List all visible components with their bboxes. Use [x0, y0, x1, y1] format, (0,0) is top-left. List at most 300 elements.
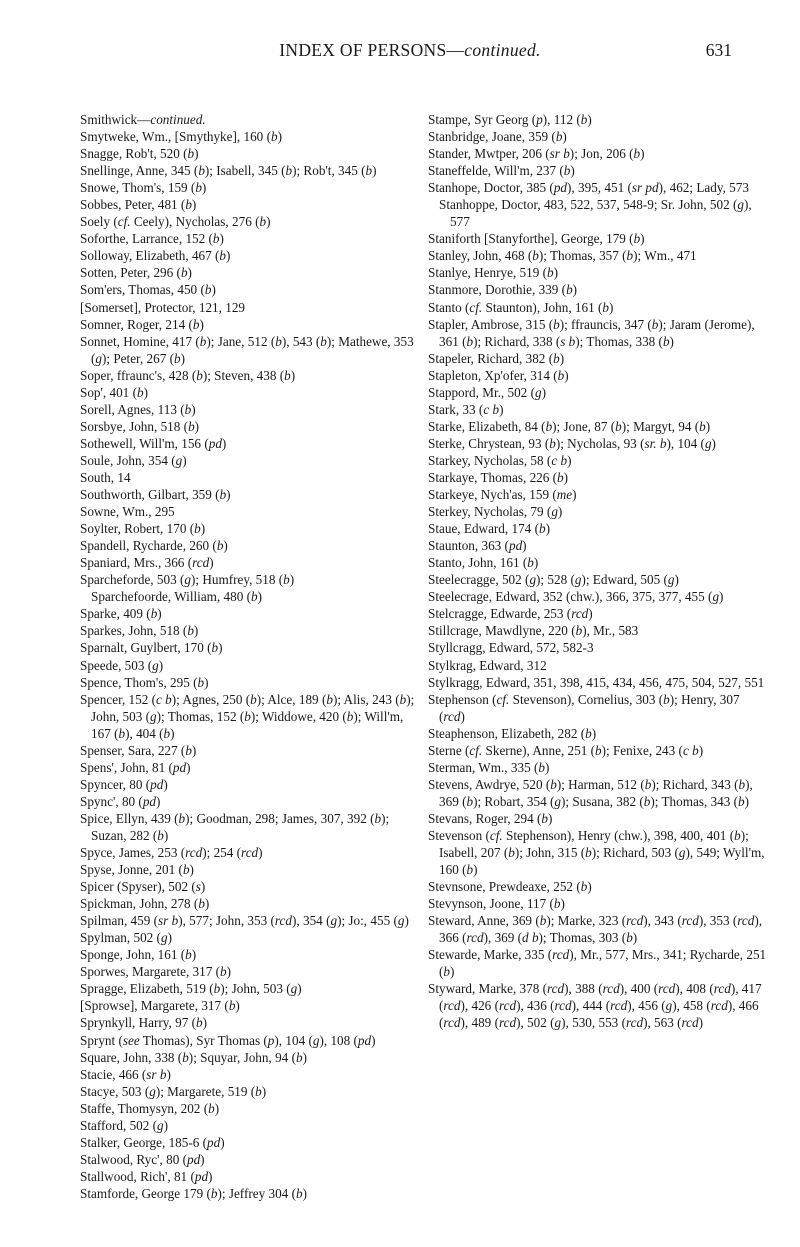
index-entry-italic: b [163, 725, 171, 741]
index-entry-text: ) [191, 947, 197, 963]
index-entry-text: Spenser, Sara, 227 ( [80, 742, 186, 758]
index-entry-italic: b [185, 947, 192, 963]
index-entry-italic: b [199, 333, 207, 349]
index-entry-text: [Sprowse], Margarete, 317 ( [80, 998, 229, 1014]
index-entry-text: Spragge, Elizabeth, 519 ( [80, 981, 214, 997]
index-entry-text: Sop', 401 ( [80, 384, 137, 400]
index-entry-text: ), 458 ( [672, 998, 711, 1014]
index-entry-italic: b [210, 1185, 218, 1201]
index-entry-text: ) [204, 896, 210, 912]
index-entry [80, 333, 418, 367]
index-entry [428, 759, 768, 776]
index-entry [428, 674, 768, 691]
index-entry-italic: g [534, 384, 542, 400]
index-entry-italic: b [662, 333, 670, 349]
index-entry-text: ) [180, 350, 185, 366]
index-entry-italic: b [365, 163, 373, 179]
index-entry-text: ); Jaram (Jerome), 361 ( [439, 316, 755, 349]
index-entry-text: ) [167, 930, 172, 946]
index-entry-text: Stanto, John, 161 ( [428, 555, 528, 571]
index-entry-text: ); Marke, 323 ( [546, 913, 627, 929]
index-entry-italic: b [285, 163, 293, 179]
index-entry [80, 929, 418, 946]
index-entry-text: ) [226, 964, 232, 980]
index-entry-text: ) [473, 862, 478, 878]
index-entry-italic: rcd [710, 998, 728, 1014]
index-entry-text: ); Will'm, 167 ( [91, 708, 404, 741]
index-entry-italic: g [397, 913, 405, 929]
index-entry-text: ); Thomas, 343 ( [650, 793, 739, 809]
index-entry [428, 912, 768, 946]
index-entry-text: Southworth, Gilbart, 359 ( [80, 487, 220, 503]
index-entry-italic: b [295, 1049, 303, 1065]
index-entry-italic: sr b [146, 1066, 167, 1082]
index-entry-italic: pd [186, 1151, 201, 1167]
index-entry-text: ) [553, 265, 559, 281]
index-entry-italic: g [667, 572, 675, 588]
index-entry [428, 452, 768, 469]
index-entry-italic: b [557, 469, 564, 485]
index-entry-italic: b [157, 827, 164, 843]
index-entry-text: Stephenson ( [428, 691, 497, 707]
index-entry-text: Skerne), Anne, 251 ( [482, 742, 596, 758]
index-entry-text: Sobbes, Peter, 481 ( [80, 197, 186, 213]
index-entry [80, 1083, 418, 1100]
index-entry-text: ), 549; Wyll'm, 160 ( [439, 845, 765, 878]
index-entry-italic: rcd [443, 708, 461, 724]
index-entry [428, 111, 768, 128]
index-entry-text: Stapleton, Xp'ofer, 314 ( [428, 367, 558, 383]
index-entry-italic: b [580, 112, 588, 127]
index-entry [80, 1100, 418, 1117]
index-entry [80, 452, 418, 469]
index-entry-text: ), 353 ( [698, 913, 738, 929]
index-entry-text: ); Margyt, 94 ( [621, 418, 700, 434]
index-entry-text: ); Henry, 307 ( [439, 691, 740, 724]
index-entry-italic: b [320, 333, 327, 349]
index-entry-italic: s [195, 879, 201, 895]
index-entry-text: ); Alis, 243 ( [332, 691, 400, 707]
index-entry [80, 520, 418, 537]
index-entry-text: Spync', 80 ( [80, 793, 143, 809]
index-entry-italic: rcd [498, 998, 517, 1014]
index-entry [428, 878, 768, 895]
index-entry [80, 111, 418, 128]
index-entry-text: ), 426 ( [460, 998, 499, 1014]
index-entry-italic: g [554, 1015, 562, 1031]
index-entry-text: Sponge, John, 161 ( [80, 947, 186, 963]
index-entry-text: Spyse, Jonne, 201 ( [80, 862, 183, 878]
index-entry [428, 946, 768, 980]
index-entry-text: Sothewell, Will'm, 156 ( [80, 435, 209, 451]
index-entry-text: Stanto ( [428, 299, 470, 315]
index-entry-italic: b [553, 896, 561, 912]
index-entry-italic: b [295, 1185, 303, 1201]
index-entry-italic: b [466, 333, 474, 349]
index-entry [428, 230, 768, 247]
index-entry [80, 128, 418, 145]
index-entry-italic: rcd [443, 1015, 461, 1031]
index-entry-text: Sparke, 409 ( [80, 606, 151, 622]
index-entry-italic: s b [560, 333, 576, 349]
index-entry [80, 844, 418, 861]
index-entry-text: Sorell, Agnes, 113 ( [80, 401, 185, 417]
index-entry-text: ); John, 315 ( [514, 845, 586, 861]
index-entry-italic: g [712, 589, 720, 605]
index-entry-text: Steaphenson, Elizabeth, 282 ( [428, 725, 586, 741]
index-entry-text: Stylkragg, Edward, 351, 398, 415, 434, 456, 475, 504, 527, 551 [428, 674, 765, 690]
index-entry-text: Sonnet, Homine, 417 ( [80, 333, 200, 349]
index-entry [80, 230, 418, 247]
index-entry-italic: rcd [552, 947, 570, 963]
index-entry-italic: b [204, 282, 212, 298]
index-entry [428, 503, 768, 520]
index-entry-text: Sprynkyll, Harry, 97 ( [80, 1015, 196, 1031]
index-entry [80, 878, 418, 895]
index-entry-italic: cf. [469, 742, 483, 758]
index-entry-text: ) [187, 265, 192, 281]
index-entry [80, 742, 418, 759]
index-entry-text: ); Harman, 512 ( [556, 776, 645, 792]
index-entry [80, 196, 418, 213]
index-entry [80, 622, 418, 639]
index-entry-text: ); Widdowe, 420 ( [250, 708, 347, 724]
index-entry-text: ), 456 ( [627, 998, 666, 1014]
index-entry-italic: g [678, 845, 686, 861]
index-entry-italic: sr. b [644, 435, 667, 451]
index-entry-text: ), 404 ( [125, 725, 164, 741]
index-entry-italic: b [228, 998, 236, 1014]
index-entry-text: ) [559, 350, 565, 366]
index-entry-text: Styllcragg, Edward, 572, 582-3 [428, 640, 594, 656]
index-entry-italic: b [651, 316, 659, 332]
index-entry-italic: b [195, 1015, 203, 1031]
index-entry-text: ); 528 ( [536, 572, 575, 588]
index-entry-text: ); Robart, 354 ( [473, 793, 555, 809]
index-entry-italic: b [508, 845, 515, 861]
index-entry-italic: g [551, 504, 558, 520]
index-entry-italic: b [213, 981, 221, 997]
index-entry-italic: b [178, 810, 186, 826]
index-entry-text: ), 369 ( [439, 776, 753, 809]
index-entry-text: ) [547, 810, 553, 826]
index-entry-italic: cf. [117, 214, 131, 230]
index-entry-text: ); Steven, 438 ( [202, 367, 285, 383]
index-entry-italic: b [626, 248, 634, 264]
index-entry-text: Sowne, Wm., 295 [80, 504, 175, 520]
index-entry-text: Starkaye, Thomas, 226 ( [428, 469, 558, 485]
page-title [88, 40, 732, 61]
index-entry-text: ) [557, 504, 563, 520]
index-entry-italic: b [557, 367, 565, 383]
index-entry-text: Somner, Roger, 214 ( [80, 316, 193, 332]
index-entry-text: ); Fenixe, 243 ( [601, 742, 683, 758]
index-entry-text: ) [289, 572, 295, 588]
index-entry-text: ), 400 ( [619, 981, 659, 997]
index-entry-italic: b [283, 572, 290, 588]
index-entry-text: ); Richard, 343 ( [651, 776, 739, 792]
index-entry-text: ) [297, 981, 302, 997]
index-entry-italic: b [555, 129, 563, 145]
index-entry-text: Spencer, 152 ( [80, 691, 157, 707]
index-entry [428, 264, 768, 281]
index-entry-text: Stalker, George, 185-6 ( [80, 1134, 208, 1150]
index-entry-text: ) [674, 572, 679, 588]
index-entry-italic: b [219, 248, 227, 264]
index-entry-text: ); Isabell, 345 ( [204, 163, 286, 179]
index-entry-text: Sporwes, Margarete, 317 ( [80, 964, 221, 980]
index-entry-text: ) [201, 180, 207, 196]
index-entry-text: ) [163, 776, 168, 792]
index-entry-italic: b [136, 384, 144, 400]
index-entry-italic: b [738, 793, 745, 809]
index-entry-text: ), 354 ( [292, 913, 331, 929]
index-entry-italic: rcd [547, 981, 565, 997]
index-entry-text: ), 466 ( [439, 998, 759, 1031]
index-entry [80, 691, 418, 742]
index-entry-text: Stafford, 502 ( [80, 1117, 158, 1133]
index-entry-text: Staunton, 363 ( [428, 538, 509, 554]
index-entry-text: Stelcragge, Edwarde, 253 ( [428, 606, 572, 622]
index-entry-text: ) [588, 606, 593, 622]
index-entry-text: Stalwood, Ryc', 80 ( [80, 1151, 187, 1167]
index-entry-text: ) [541, 384, 546, 400]
index-entry-text: ); Jo:, 455 ( [337, 913, 398, 929]
index-entry-italic: b [633, 146, 641, 162]
index-entry-italic: b [259, 214, 267, 230]
index-entry [428, 742, 768, 759]
index-entry-text: Sorsbye, John, 518 ( [80, 418, 189, 434]
index-entry-text: ); Isabell, 207 ( [439, 827, 749, 861]
index-entry-italic: b [182, 1049, 189, 1065]
index-entry-text: Stallwood, Rich', 81 ( [80, 1168, 195, 1184]
index-entry-text: Soylter, Robert, 170 ( [80, 521, 195, 537]
index-entry-text: Stacie, 466 ( [80, 1066, 147, 1082]
index-entry-text: Snellinge, Anne, 345 ( [80, 163, 199, 179]
index-entry-text: ) [199, 316, 204, 332]
index-entry-text: ); Margarete, 519 ( [155, 1083, 256, 1099]
index-entry-text: Stark, 33 ( [428, 401, 484, 417]
index-entry-text: ); Thomas, 338 ( [575, 333, 663, 349]
index-entry-italic: g [704, 435, 712, 451]
index-entry-text: ), 489 ( [460, 1015, 499, 1031]
index-entry [80, 537, 418, 554]
index-entry-italic: rcd [192, 555, 210, 571]
index-entry-italic: g [312, 1032, 320, 1048]
index-entry-italic: b [547, 265, 554, 281]
index-entry-text: ), 108 ( [319, 1032, 358, 1048]
index-entry-text: Stacye, 503 ( [80, 1083, 150, 1099]
index-entry-italic: b [182, 862, 190, 878]
index-entry-text: ) [163, 827, 169, 843]
index-entry-italic: b [549, 435, 556, 451]
index-entry-text: ) [560, 896, 565, 912]
index-entry-italic: rcd [185, 845, 203, 861]
index-entry-text: ); Richard, 503 ( [591, 845, 679, 861]
index-entry-italic: b [527, 555, 534, 571]
index-entry-text: ) [371, 1032, 376, 1048]
index-entry-italic: continued. [150, 112, 206, 127]
index-entry-text: ) [202, 1015, 207, 1031]
index-entry-text: ) [404, 913, 409, 929]
index-entry [428, 520, 768, 537]
index-entry-text: Staunton), John, 161 ( [482, 299, 603, 315]
index-entry [80, 657, 418, 674]
index-entry-text: Spickman, John, 278 ( [80, 896, 199, 912]
index-entry-text: ) [194, 418, 200, 434]
index-entry-text: Smytweke, Wm., [Smythyke], 160 ( [80, 129, 271, 145]
index-entry-text: ) [200, 879, 206, 895]
page-title-main: INDEX OF PERSONS— [279, 40, 465, 60]
index-entry [80, 963, 418, 980]
index-entry [428, 588, 768, 605]
index-entry-italic: b [219, 487, 227, 503]
index-entry-italic: g [157, 1117, 164, 1133]
index-entry-text: ); Squyar, John, 94 ( [188, 1049, 296, 1065]
index-entry-text: ) [170, 725, 175, 741]
index-entry-text: Stappord, Mr., 502 ( [428, 384, 535, 400]
index-entry [80, 145, 418, 162]
index-entry [80, 213, 418, 230]
index-entry [80, 486, 418, 503]
index-entry-text: Staue, Edward, 174 ( [428, 521, 539, 537]
index-entry-text: [Somerset], Protector, 121, 129 [80, 299, 246, 315]
index-entry-text: Steelecragge, 502 ( [428, 572, 530, 588]
index-entry-text: Stanbridge, Joane, 359 ( [428, 129, 556, 145]
index-entry-text: Som'ers, Thomas, 450 ( [80, 282, 205, 298]
index-entry-text: Spandell, Rycharde, 260 ( [80, 538, 217, 554]
index-entry-italic: b [216, 538, 224, 554]
index-entry-text: ) [163, 1117, 169, 1133]
index-entry-italic: g [737, 197, 744, 213]
index-entry-text: ) [157, 606, 162, 622]
index-entry-text: ); Suzan, 282 ( [91, 810, 390, 843]
index-entry-text: ) [302, 1049, 307, 1065]
index-entry-italic: pd [357, 1032, 372, 1048]
index-entry-text: Sterkey, Nycholas, 79 ( [428, 504, 552, 520]
index-entry-italic: sr pd [631, 180, 659, 196]
index-entry-text: ), Mr., 583 [582, 623, 639, 639]
index-entry-italic: b [580, 879, 588, 895]
index-entry [428, 299, 768, 316]
index-entry-italic: b [633, 231, 641, 247]
index-entry-italic: b [643, 793, 651, 809]
index-entry-text: ) [698, 1015, 704, 1031]
index-entry [80, 571, 418, 588]
index-entry-italic: rcd [274, 913, 292, 929]
index-entry-italic: b [270, 129, 278, 145]
index-entry [80, 861, 418, 878]
index-entry-text: ) [564, 367, 569, 383]
index-entry-text: ); Edward, 505 ( [581, 572, 668, 588]
index-entry-italic: b [734, 827, 741, 843]
index-entry-italic: p [267, 1032, 275, 1048]
index-entry [428, 418, 768, 435]
index-entry-text: Stillcrage, Mawdlyne, 220 ( [428, 623, 576, 639]
index-entry-italic: b [173, 350, 181, 366]
index-entry-text: Ceely), Nycholas, 276 ( [130, 214, 260, 230]
index-entry-text: Staneffelde, Will'm, 237 ( [428, 163, 564, 179]
index-entry-text: ); Mathewe, 353 ( [91, 333, 414, 366]
index-entry-text: ), 577 [450, 197, 752, 230]
index-entry-text: ) [209, 555, 214, 571]
index-entry-text: ); Alce, 189 ( [256, 691, 327, 707]
index-entry-text: ) [143, 384, 148, 400]
index-entry-italic: g [149, 708, 157, 724]
index-entry-italic: b [615, 418, 622, 434]
index-entry-italic: b [118, 725, 126, 741]
index-entry-text: ) [261, 1083, 267, 1099]
index-entry [80, 810, 418, 844]
index-entry-italic: b [250, 691, 257, 707]
index-entry [80, 895, 418, 912]
index-entry-italic: g [554, 793, 561, 809]
index-entry [80, 264, 418, 281]
index-entry [428, 179, 768, 196]
index-entry-text: Stewarde, Marke, 335 ( [428, 947, 553, 963]
index-entry-italic: pd [508, 538, 523, 554]
index-entry-italic: b [187, 623, 194, 639]
index-entry [80, 674, 418, 691]
index-entry-text: Solloway, Elizabeth, 467 ( [80, 248, 220, 264]
index-entry-italic: rcd [466, 930, 484, 946]
index-entry-text: Stephenson), Henry (chw.), 398, 400, 401 ( [502, 827, 735, 843]
index-entry [80, 503, 418, 520]
index-entry-italic: b [541, 810, 548, 826]
index-entry-italic: b [466, 793, 474, 809]
index-entry-text: ) [533, 555, 539, 571]
index-entry-italic: rcd [713, 981, 731, 997]
index-entry [80, 384, 418, 401]
index-entry-italic: b [187, 146, 195, 162]
index-entry-italic: b [212, 231, 220, 247]
index-entry-text: Starkeye, Nych'as, 159 ( [428, 487, 557, 503]
index-entry-text: ); John, 503 ( [220, 981, 291, 997]
index-entry-text: Square, John, 338 ( [80, 1049, 183, 1065]
index-entry-italic: b [184, 401, 192, 417]
index-entry-italic: g [184, 572, 191, 588]
index-entry-text: ) [221, 435, 227, 451]
index-entry [428, 810, 768, 827]
index-entry [80, 1014, 418, 1031]
index-entry [80, 418, 418, 435]
index-entry-italic: g [290, 981, 298, 997]
index-entry-text: ) [226, 248, 231, 264]
index-entry-italic: b [196, 367, 203, 383]
index-entry-text: ) [220, 1134, 225, 1150]
index-entry-text: ); Peter, 267 ( [102, 350, 174, 366]
index-entry-italic: cf. [469, 299, 483, 315]
index-entry-text: ) [189, 862, 194, 878]
index-entry-text: ) [544, 759, 550, 775]
index-entry-text: ) [226, 487, 231, 503]
index-entry-text: ), 369 ( [483, 930, 523, 946]
index-entry [428, 247, 768, 264]
index-entry-italic: b [626, 930, 633, 946]
index-entry [428, 895, 768, 912]
index-entry-italic: rcd [681, 1015, 699, 1031]
index-entry-text: Stanlye, Henrye, 519 ( [428, 265, 548, 281]
index-entry-text: ), 104 ( [274, 1032, 313, 1048]
index-entry-italic: c b [551, 452, 568, 468]
index-entry-italic: cf. [496, 691, 510, 707]
index-entry-text: ) [211, 282, 216, 298]
index-entry-text: Starkey, Nycholas, 58 ( [428, 452, 552, 468]
index-entry-text: Sterne ( [428, 742, 470, 758]
index-entry-italic: b [545, 418, 553, 434]
index-entry-text: Spyncer, 80 ( [80, 776, 151, 792]
index-entry-text: ) [711, 435, 716, 451]
